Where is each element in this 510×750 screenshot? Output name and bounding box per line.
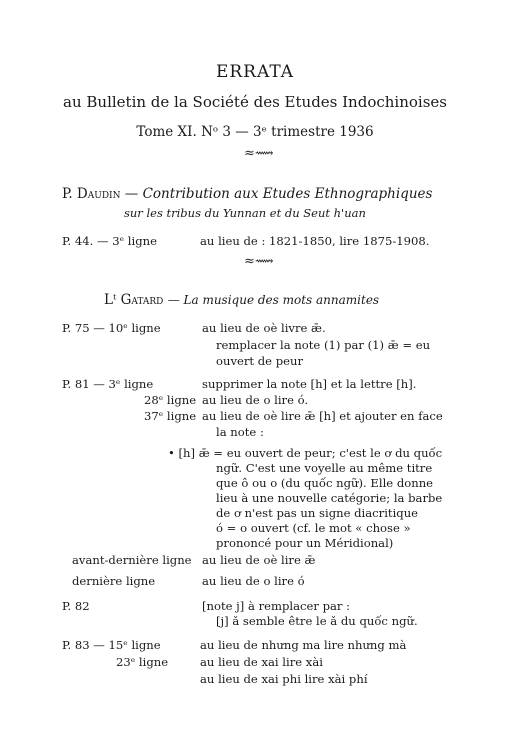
section2-article-title: — La musique des mots annamites (167, 293, 380, 307)
erratum-ref: P. 81 — 3ᵉ ligne (62, 377, 154, 391)
bulletin-subtitle: au Bulletin de la Société des Etudes Indochinoises (63, 93, 447, 111)
section1-article-title: Contribution aux Etudes Ethnographiques (142, 186, 433, 202)
note-text: prononcé pour un Méridional) (216, 536, 394, 550)
section1-ref: P. 44. — 3ᵉ ligne (62, 234, 157, 248)
erratum-text: la note : (216, 425, 264, 439)
erratum-ref: P. 82 (62, 599, 90, 613)
section1-author: P. Daudin — (62, 186, 139, 202)
erratum-text: au lieu de xai phi lire xài phí (200, 672, 368, 686)
note-text: ó = o ouvert (cf. le mot « chose » (216, 521, 411, 535)
erratum-text: au lieu de oè lire ǣ (202, 553, 316, 567)
erratum-text: au lieu de nhưng ma lire nhưng mà (200, 638, 407, 652)
erratum-ref: 37ᵉ ligne (144, 409, 197, 423)
section1-correction: au lieu de : 1821-1850, lire 1875-1908. (200, 234, 430, 248)
issue-line: Tome XI. Nᵒ 3 — 3ᵉ trimestre 1936 (136, 124, 374, 140)
section1-heading (62, 186, 432, 202)
erratum-ref: P. 75 — 10ᵉ ligne (62, 321, 161, 335)
section1-article-subtitle: sur les tribus du Yunnan et du Seut h'uan (124, 206, 366, 220)
erratum-text: au lieu de oè lire ǣ [h] et ajouter en face (202, 409, 443, 423)
erratum-text: au lieu de o lire ó (202, 574, 305, 588)
erratum-text: au lieu de oè livre ǣ. (202, 321, 326, 335)
section2-author: Lᵗ Gatard (104, 292, 164, 308)
note-text: lieu à une nouvelle catégorie; la barbe (216, 491, 443, 505)
erratum-text: supprimer la note [h] et la lettre [h]. (202, 377, 417, 391)
erratum-text: ouvert de peur (216, 354, 304, 368)
ornament-flourish: ≈⟿ (244, 146, 274, 161)
erratum-ref: avant-dernière ligne (72, 553, 192, 567)
erratum-ref: 23ᵉ ligne (116, 655, 169, 669)
erratum-text: remplacer la note (1) par (1) ǣ = eu (216, 338, 431, 352)
note-text: que ô ou o (du quốc ngữ). Elle donne (216, 476, 434, 490)
note-text: ngữ. C'est une voyelle au même titre (216, 461, 433, 475)
errata-title: ERRATA (215, 62, 295, 82)
erratum-text: [note j] à remplacer par : (202, 599, 351, 613)
erratum-text: au lieu de o lire ó. (202, 393, 309, 407)
erratum-text: au lieu de xai lire xài (200, 655, 323, 669)
section2-heading (104, 292, 379, 308)
erratum-ref: P. 83 — 15ᵉ ligne (62, 638, 161, 652)
ornament-flourish: ≈⟿ (244, 254, 274, 269)
note-text: de ơ n'est pas un signe diacritique (216, 506, 419, 520)
note-text: • [h] ǣ = eu ouvert de peur; c'est le ơ du quốc (168, 446, 443, 460)
erratum-ref: 28ᵉ ligne (144, 393, 197, 407)
erratum-text: [j] ǎ semble être le ǎ du quốc ngữ. (216, 614, 418, 628)
erratum-ref: dernière ligne (72, 574, 156, 588)
